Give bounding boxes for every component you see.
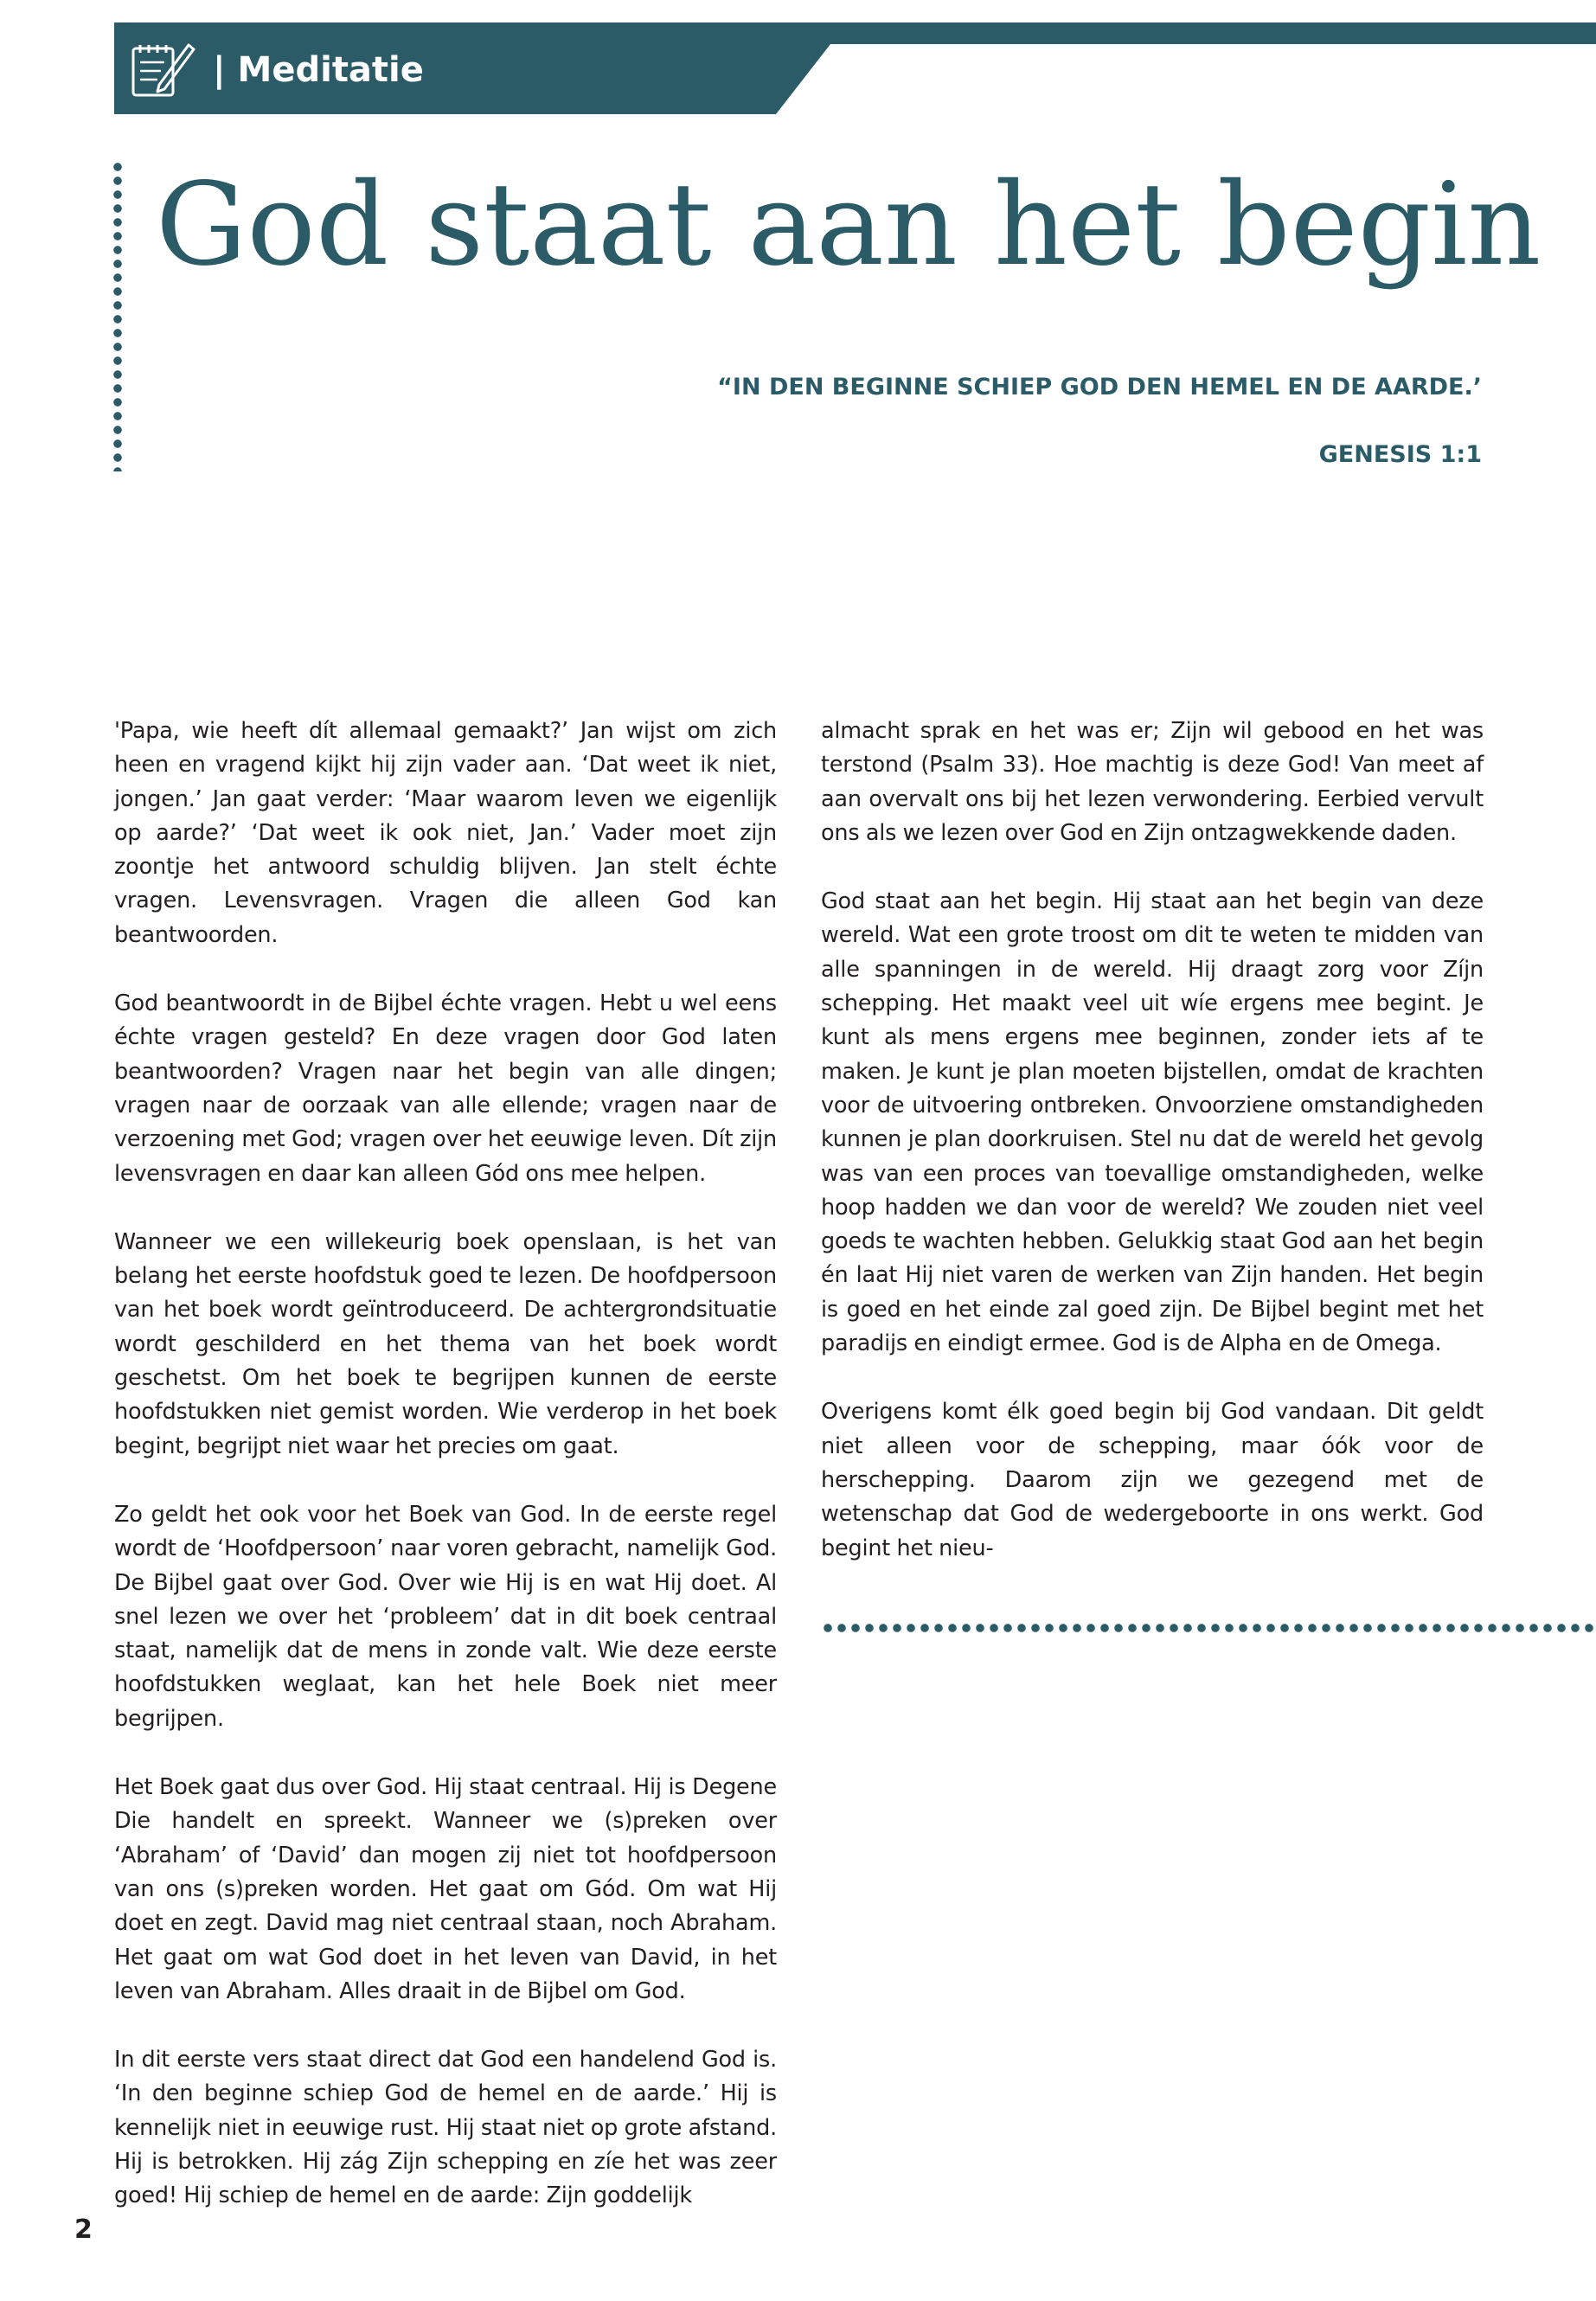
paragraph: God beantwoordt in de Bijbel échte vragen. Hebt u wel eens échte vragen gesteld? En deze vragen door God laten beantwoorden? Vragen naar het begin van alle dingen; vragen naar de oorzaak van alle ellende; vragen naar de verzoening met God; vragen over het eeuwige leven. Dít zijn levensvragen en daar kan alleen Gód ons mee helpen. (114, 990, 777, 1187)
dotted-divider-horizontal (821, 1623, 1596, 1633)
article-column-left (114, 715, 777, 2248)
article-column-right (821, 715, 1484, 1600)
bible-quote: “IN DEN BEGINNE SCHIEP GOD DEN HEMEL EN DE AARDE.’ (717, 374, 1482, 401)
paragraph: 'Papa, wie heeft dít allemaal gemaakt?’ Jan wijst om zich heen en vragend kijkt hij zijn vader aan. ‘Dat weet ik niet, jongen.’ Jan gaat verder: ‘Maar waarom leven we eigenlijk op aarde?’ ‘Dat weet ik ook niet, Jan.’ Vader moet zijn zoontje het antwoord schuldig blijven. Jan stelt échte vragen. Levensvragen. Vragen die alleen God kan beantwoorden. (114, 718, 777, 948)
paragraph: Zo geldt het ook voor het Boek van God. In de eerste regel wordt de ‘Hoofdpersoon’ naar voren gebracht, namelijk God. De Bijbel gaat over God. Over wie Hij is en wat Hij doet. Al snel lezen we over het ‘probleem’ dat in dit boek centraal staat, namelijk dat de mens in zonde valt. Wie deze eerste hoofdstukken weglaat, kan het hele Boek niet meer begrijpen. (114, 1501, 777, 1732)
paragraph: In dit eerste vers staat direct dat God een handelend God is. ‘In den beginne schiep God de hemel en de aarde.’ Hij is kennelijk niet in eeuwige rust. Hij staat niet op grote afstand. Hij is betrokken. Hij zág Zijn schepping en zíe het was zeer goed! Hij schiep de hemel en de aarde: Zijn goddelijk (114, 2047, 777, 2209)
dotted-divider-vertical (112, 160, 123, 471)
bible-reference: GENESIS 1:1 (1318, 441, 1482, 468)
paragraph: Wanneer we een willekeurig boek openslaan, is het van belang het eerste hoofdstuk goed te lezen. De hoofdpersoon van het boek wordt geïntroduceerd. De achtergrondsituatie wordt geschilderd en het thema van het boek wordt geschetst. Om het boek te begrijpen kunnen de eerste hoofdstukken niet gemist worden. Wie verderop in het boek begint, begrijpt niet waar het precies om gaat. (114, 1228, 777, 1459)
notepad-pen-icon (130, 38, 195, 100)
paragraph: God staat aan het begin. Hij staat aan het begin van deze wereld. Wat een grote troost om dit te weten te midden van alle spanningen in de wereld. Hij draagt zorg voor Zíjn schepping. Het maakt veel uit wíe ergens mee begint. Je kunt als mens ergens mee beginnen, zonder iets af te maken. Je kunt je plan moeten bijstellen, omdat de krachten voor de uitvoering ontbreken. Onvoorziene omstandigheden kunnen je plan doorkruisen. Stel nu dat de wereld het gevolg was van een proces van toevallige omstandigheden, welke hoop hadden we dan voor de wereld? We zouden niet veel goeds te wachten hebben. Gelukkig staat God aan het begin én laat Hij niet varen de werken van Zijn handen. Het begin is goed en het einde zal goed zijn. De Bijbel begint met het paradijs en eindigt ermee. God is de Alpha en de Omega. (821, 888, 1484, 1357)
section-label: | Meditatie (213, 50, 424, 90)
article-title: God staat aan het begin (156, 158, 1542, 292)
page-number: 2 (74, 2214, 93, 2245)
paragraph: Overigens komt élk goed begin bij God vandaan. Dit geldt niet alleen voor de schepping, maar óók voor de herschepping. Daarom zijn we gezegend met de wetenschap dat God de wedergeboorte in ons werkt. God begint het nieu- (821, 1399, 1484, 1561)
paragraph: Het Boek gaat dus over God. Hij staat centraal. Hij is Degene Die handelt en spreekt. Wanneer we (s)preken over ‘Abraham’ of ‘David’ dan mogen zij niet tot hoofdpersoon van ons (s)preken worden. Het gaat om Gód. Om wat Hij doet en zegt. David mag niet centraal staan, noch Abraham. Het gaat om wat God doet in het leven van David, in het leven van Abraham. Alles draait in de Bijbel om God. (114, 1774, 777, 2004)
paragraph: almacht sprak en het was er; Zijn wil gebood en het was terstond (Psalm 33). Hoe machtig is deze God! Van meet af aan overvalt ons bij het lezen verwondering. Eerbied vervult ons als we lezen over God en Zijn ontzagwekkende daden. (821, 718, 1484, 846)
